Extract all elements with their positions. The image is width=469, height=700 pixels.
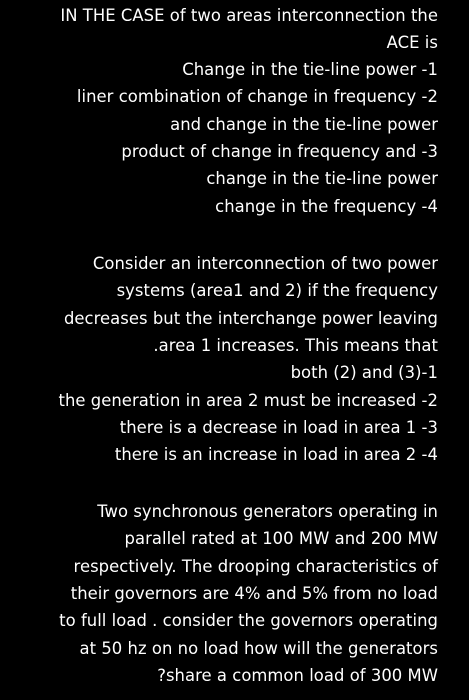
question-2-option-1[interactable]: both (2) and (3)-1 [290, 363, 438, 382]
question-1-option-2-line-1[interactable]: liner combination of change in frequency -2 [76, 87, 438, 106]
question-3-line-6: at 50 hz on no load how will the generators [79, 639, 438, 658]
question-3-line-3: respectively. The drooping characteristics of [73, 557, 438, 576]
question-2-stem-line-1: Consider an interconnection of two power [92, 254, 438, 273]
question-2-stem-line-3: decreases but the interchange power leaving [63, 309, 438, 328]
question-2-stem-line-2: systems (area1 and 2) if the frequency [116, 281, 438, 300]
question-3-line-2: parallel rated at 100 MW and 200 MW [124, 529, 438, 548]
question-1-stem-line-2: ACE is [386, 33, 438, 52]
question-1-option-4[interactable]: change in the frequency -4 [215, 197, 438, 216]
question-3-line-5: to full load . consider the governors operating [59, 611, 438, 630]
question-1-stem-line-1: IN THE CASE of two areas interconnection the [60, 6, 438, 25]
question-1-option-1[interactable]: Change in the tie-line power -1 [182, 60, 438, 79]
question-1-option-3-line-1[interactable]: product of change in frequency and -3 [121, 142, 438, 161]
question-2-option-4[interactable]: there is an increase in load in area 2 -4 [114, 445, 438, 464]
question-2-option-3[interactable]: there is a decrease in load in area 1 -3 [119, 418, 438, 437]
question-1-option-2-line-2[interactable]: and change in the tie-line power [170, 115, 438, 134]
question-3-line-4: their governors are 4% and 5% from no load [70, 584, 438, 603]
question-3-line-7: ?share a common load of 300 MW [157, 666, 438, 685]
question-2-option-2[interactable]: the generation in area 2 must be increased -2 [58, 391, 438, 410]
question-2-stem-line-4: .area 1 increases. This means that [153, 336, 438, 355]
question-1-option-3-line-2[interactable]: change in the tie-line power [206, 169, 438, 188]
question-3-line-1: Two synchronous generators operating in [97, 502, 438, 521]
